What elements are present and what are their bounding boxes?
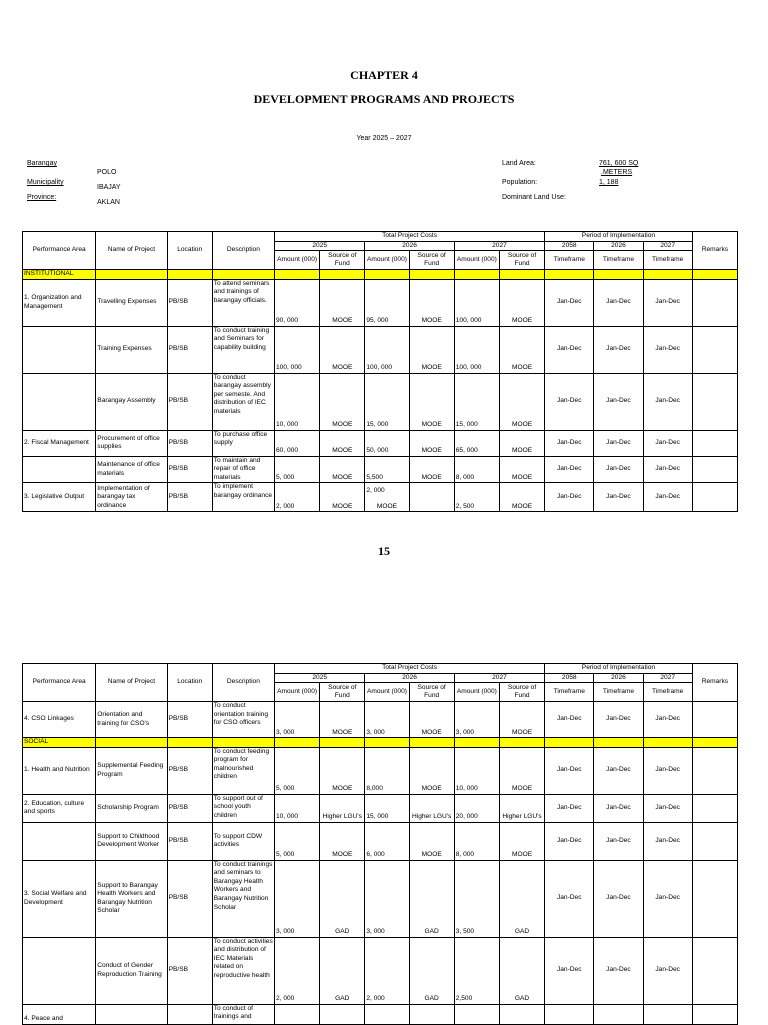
year-2027: 2027	[454, 673, 544, 683]
section-social: SOCIAL	[23, 738, 96, 748]
table-row: Support to Childhood Development Worker PB/SB To support CDW activities 5, 000 MOOE 6, 000 MOOE 8, 000 MOOE Jan-Dec Jan-Dec Jan-Dec	[23, 822, 738, 860]
table-row: 1. Organization and Management Travelling Expenses PB/SB To attend seminars and trainings of barangay officials. 90, 000 MOOE 95, 000 MOOE 100, 000 MOOE Jan-Dec Jan-Dec Jan-Dec	[23, 279, 738, 326]
population-label: Population:	[502, 179, 538, 186]
section-institutional: INSTITUTIONAL	[23, 270, 96, 280]
timeframe-header: Timeframe	[643, 251, 692, 270]
page-number: 15	[378, 544, 390, 558]
col-performance-area: Performance Area	[23, 664, 96, 702]
table-row: 4. Peace and To conduct of trainings and	[23, 1004, 738, 1024]
barangay-label: Barangay	[27, 160, 57, 167]
year-2025: 2025	[275, 673, 365, 683]
col-name-of-project: Name of Project	[96, 232, 167, 270]
page-title: DEVELOPMENT PROGRAMS AND PROJECTS	[253, 92, 515, 106]
timeframe-header: Timeframe	[594, 251, 643, 270]
table-row: 3. Social Welfare and Development Support to Barangay Health Workers and Barangay Nutrition Scholar PB/SB To conduct trainings and seminars to Barangay Health Workers and Barangay Nutrition Scholar 3, 000 GAD 3, 000 GAD 3, 500 GAD Jan-Dec Jan-Dec Jan-Dec	[23, 860, 738, 937]
source-header: Source of Fund	[409, 683, 454, 702]
period-2027: 2027	[643, 673, 692, 683]
timeframe-header: Timeframe	[594, 683, 643, 702]
table-row: 2. Education, culture and sports Scholarship Program PB/SB To support out of school youth children 10, 000 Higher LGU's 15, 000 Higher LGU's 20, 000 Higher LGU's Jan-Dec Jan-Dec Jan-Dec	[23, 794, 738, 822]
col-remarks: Remarks	[692, 664, 737, 702]
col-description: Description	[212, 232, 274, 270]
land-area-label: Land Area:	[502, 160, 536, 167]
source-header: Source of Fund	[320, 683, 365, 702]
col-location: Location	[167, 664, 212, 702]
col-performance-area: Performance Area	[23, 232, 96, 270]
period-2027: 2027	[643, 241, 692, 251]
period-2026: 2026	[594, 673, 643, 683]
col-location: Location	[167, 232, 212, 270]
year-range: Year 2025 – 2027	[356, 135, 412, 142]
source-header: Source of Fund	[409, 251, 454, 270]
period-2058: 2058	[545, 673, 594, 683]
table-row: Training Expenses PB/SB To conduct training and Seminars for capability building 100, 000 MOOE 100, 000 MOOE 100, 000 MOOE Jan-Dec Jan-Dec Jan-Dec	[23, 326, 738, 373]
year-2026: 2026	[365, 673, 454, 683]
col-total-costs: Total Project Costs	[275, 232, 545, 242]
table-row: 1. Health and Nutrition Supplemental Feeding Program PB/SB To conduct feeding program for malnourished children 5, 000 MOOE 8,000 MOOE 10, 000 MOOE Jan-Dec Jan-Dec Jan-Dec	[23, 747, 738, 794]
land-area-unit: .METERS	[601, 169, 633, 176]
col-period: Period of Implementation	[545, 232, 693, 242]
timeframe-header: Timeframe	[545, 251, 594, 270]
period-2026: 2026	[594, 241, 643, 251]
barangay-value: POLO	[97, 169, 117, 176]
year-2025: 2025	[275, 241, 365, 251]
year-2026: 2026	[365, 241, 454, 251]
chapter-heading: CHAPTER 4	[350, 68, 418, 82]
period-2058: 2058	[545, 241, 594, 251]
col-total-costs: Total Project Costs	[275, 664, 545, 674]
province-label: Province:	[27, 194, 57, 201]
land-area-value: 761, 600 SQ	[599, 160, 639, 167]
amount-header: Amount (000)	[365, 683, 409, 702]
source-header: Source of Fund	[499, 683, 544, 702]
table-row: Conduct of Gender Reproduction Training PB/SB To conduct activities and distribution of IEC Materials related on reproductive health 2, 000 GAD 2, 000 GAD 2,500 GAD Jan-Dec Jan-Dec Jan-Dec	[23, 937, 738, 1004]
municipality-value: IBAJAY	[97, 184, 121, 191]
amount-header: Amount (000)	[365, 251, 409, 270]
programs-table-2	[22, 663, 738, 1025]
amount-header: Amount (000)	[275, 683, 320, 702]
table-row: 2. Fiscal Management Procurement of office supplies PB/SB To purchase office supply 60, 000 MOOE 50, 000 MOOE 65, 000 MOOE Jan-Dec Jan-Dec Jan-Dec	[23, 430, 738, 456]
province-value: AKLAN	[97, 199, 120, 206]
population-value: 1, 188	[599, 179, 619, 186]
col-name-of-project: Name of Project	[96, 664, 167, 702]
timeframe-header: Timeframe	[643, 683, 692, 702]
amount-header: Amount (000)	[454, 683, 499, 702]
year-2027: 2027	[454, 241, 544, 251]
amount-header: Amount (000)	[454, 251, 499, 270]
source-header: Source of Fund	[320, 251, 365, 270]
table-row: Barangay Assembly PB/SB To conduct barangay assembly per semeste. And distribution of IEC materials 10, 000 MOOE 15, 000 MOOE 15, 000 MOOE Jan-Dec Jan-Dec Jan-Dec	[23, 373, 738, 430]
programs-table-1	[22, 231, 738, 512]
land-use-label: Dominant Land Use:	[502, 194, 566, 201]
timeframe-header: Timeframe	[545, 683, 594, 702]
col-period: Period of Implementation	[545, 664, 693, 674]
municipality-label: Municipality	[27, 179, 64, 186]
amount-header: Amount (000)	[275, 251, 320, 270]
col-remarks: Remarks	[692, 232, 737, 270]
source-header: Source of Fund	[499, 251, 544, 270]
table-row: Maintenance of office materials PB/SB To maintain and repair of office materials 5, 000 MOOE 5,500 MOOE 8, 000 MOOE Jan-Dec Jan-Dec Jan-Dec	[23, 456, 738, 483]
table-row: 3. Legislative Output Implementation of barangay tax ordinance PB/SB To implement barangay ordinance 2, 000 MOOE 2, 000 MOOE 2, 500 MOOE Jan-Dec Jan-Dec Jan-Dec	[23, 483, 738, 512]
col-description: Description	[212, 664, 274, 702]
table-row: 4. CSO Linkages Orientation and training for CSO's PB/SB To conduct orientation training for CSO officers 3, 000 MOOE 3, 000 MOOE 3, 000 MOOE Jan-Dec Jan-Dec Jan-Dec	[23, 702, 738, 738]
